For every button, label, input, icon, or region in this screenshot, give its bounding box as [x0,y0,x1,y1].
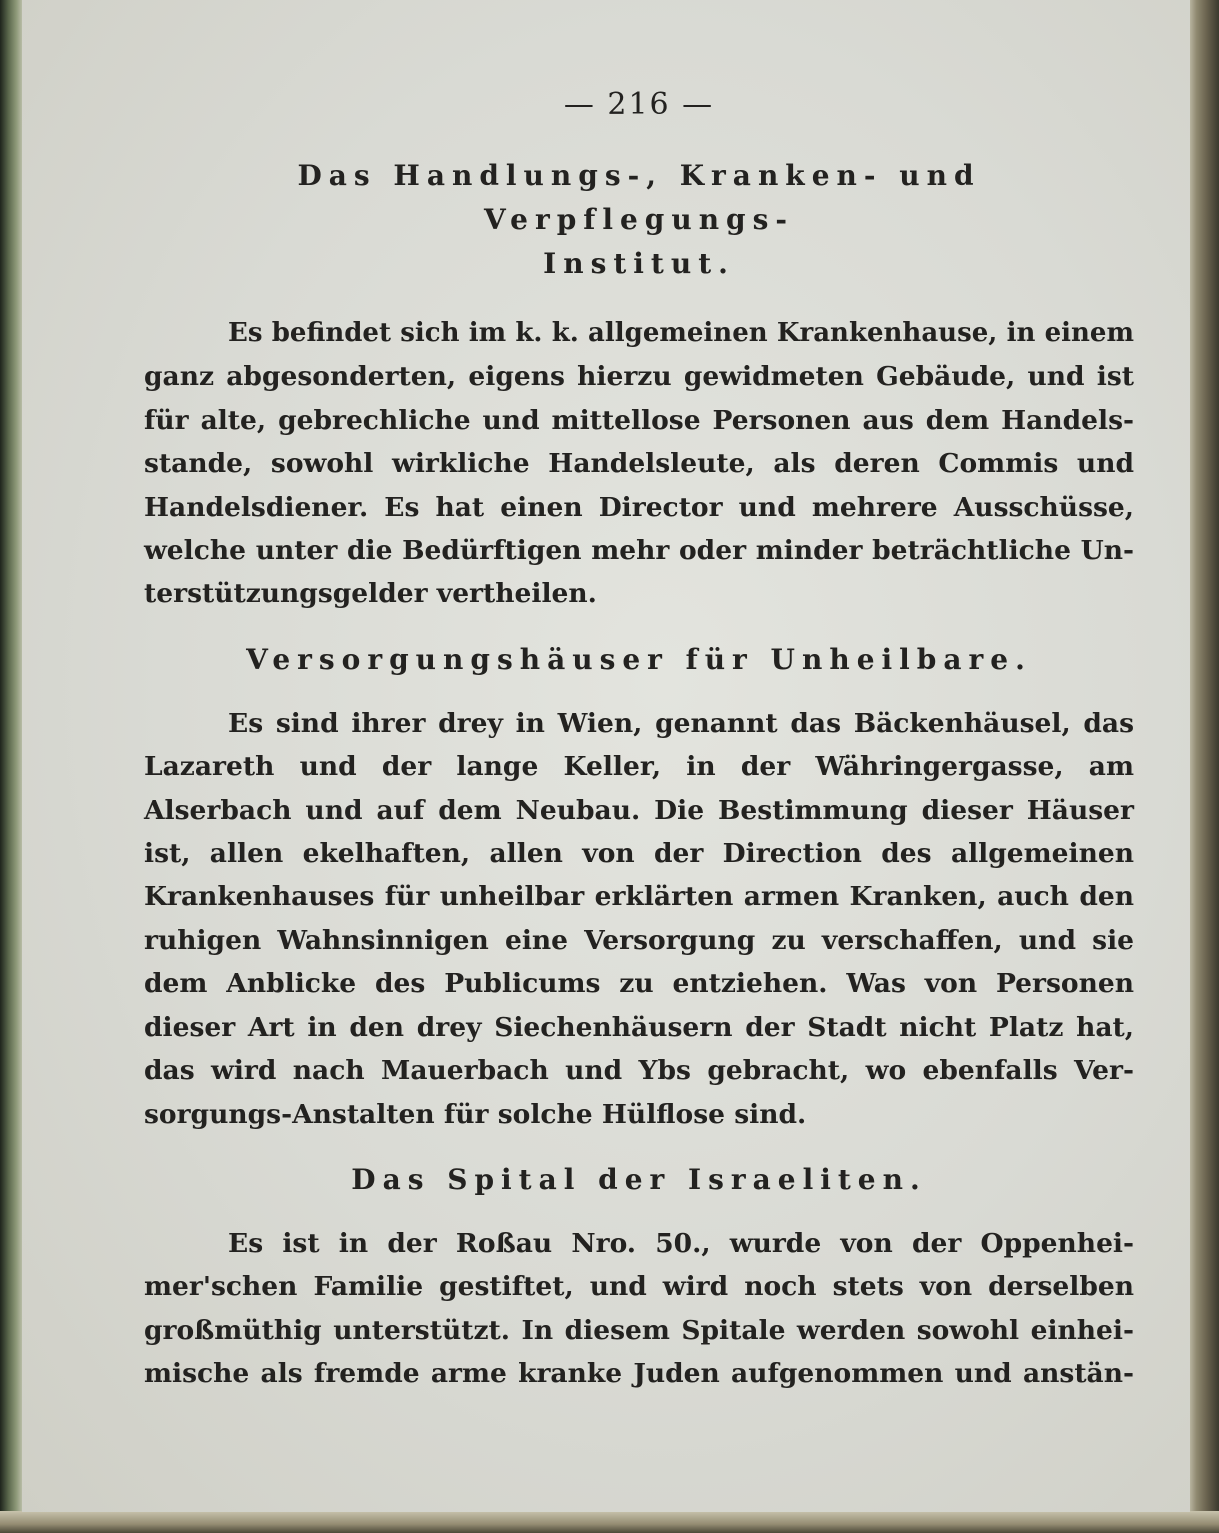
text-line: großmüthig unterstützt. In diesem Spitale werden sowohl einhei- [144,1314,1134,1346]
text-line: welche unter die Bedürftigen mehr oder minder beträchtliche Un- [144,535,1134,567]
page-text [144,82,1134,1396]
text-line: Es sind ihrer drey in Wien, genannt das Bäckenhäusel, das [228,707,1134,739]
text-line: Handelsdiener. Es hat einen Director und mehrere Ausschüsse, [144,491,1134,523]
paragraph-versorgungshaeuser [144,702,1134,1136]
heading-line: Das Handlungs-, Kranken- und Verpflegungs- [297,159,981,236]
text-line: ist, allen ekelhaften, allen von der Direction des allgemeinen [144,838,1134,870]
text-line: Es befindet sich im k. k. allgemeinen Krankenhause, in einem [228,318,1134,348]
section-heading-handlungs-institut [144,154,1134,286]
text-line: Es ist in der Roßau Nro. 50., wurde von der Oppenhei- [228,1227,1134,1259]
text-line: mische als fremde arme kranke Juden aufgenommen und anstän- [144,1358,1134,1390]
book-spine-edge [0,0,22,1533]
text-line: stande, sowohl wirkliche Handelsleute, als deren Commis und [144,448,1134,480]
page-stack-edge-bottom [0,1511,1219,1533]
page-stack-edge-right [1187,0,1219,1533]
heading-line: Versorgungshäuser für Unheilbare. [246,642,1032,676]
text-line: dieser Art in den drey Siechenhäusern der Stadt nicht Platz hat, [144,1011,1134,1043]
heading-line: Das Spital der Israeliten. [351,1162,927,1196]
text-line: terstützungsgelder vertheilen. [144,578,597,610]
text-line: Krankenhauses für unheilbar erklärten armen Kranken, auch den [144,881,1134,913]
text-line: das wird nach Mauerbach und Ybs gebracht, wo ebenfalls Ver- [144,1055,1134,1087]
text-line: Lazareth und der lange Keller, in der Währingergasse, am [144,751,1134,783]
text-line: ruhigen Wahnsinnigen eine Versorgung zu verschaffen, und sie [144,924,1134,956]
text-line: dem Anblicke des Publicums zu entziehen. Was von Personen [144,968,1134,1000]
text-line: für alte, gebrechliche und mittellose Personen aus dem Handels- [144,404,1134,436]
page-number: — 216 — [563,87,715,122]
text-line: ganz abgesonderten, eigens hierzu gewidmeten Gebäude, und ist [144,361,1134,393]
heading-line: Institut. [543,247,735,280]
paragraph-spital-israeliten [144,1222,1134,1396]
paragraph-handlungs-institut [144,312,1134,616]
text-line: sorgungs-Anstalten für solche Hülflose sind. [144,1098,807,1130]
page [22,0,1190,1512]
section-heading-spital-israeliten [144,1158,1134,1202]
text-line: Alserbach und auf dem Neubau. Die Bestimmung dieser Häuser [144,794,1134,826]
section-heading-versorgungshaeuser [144,638,1134,682]
text-line: mer'schen Familie gestiftet, und wird noch stets von derselben [144,1271,1134,1303]
